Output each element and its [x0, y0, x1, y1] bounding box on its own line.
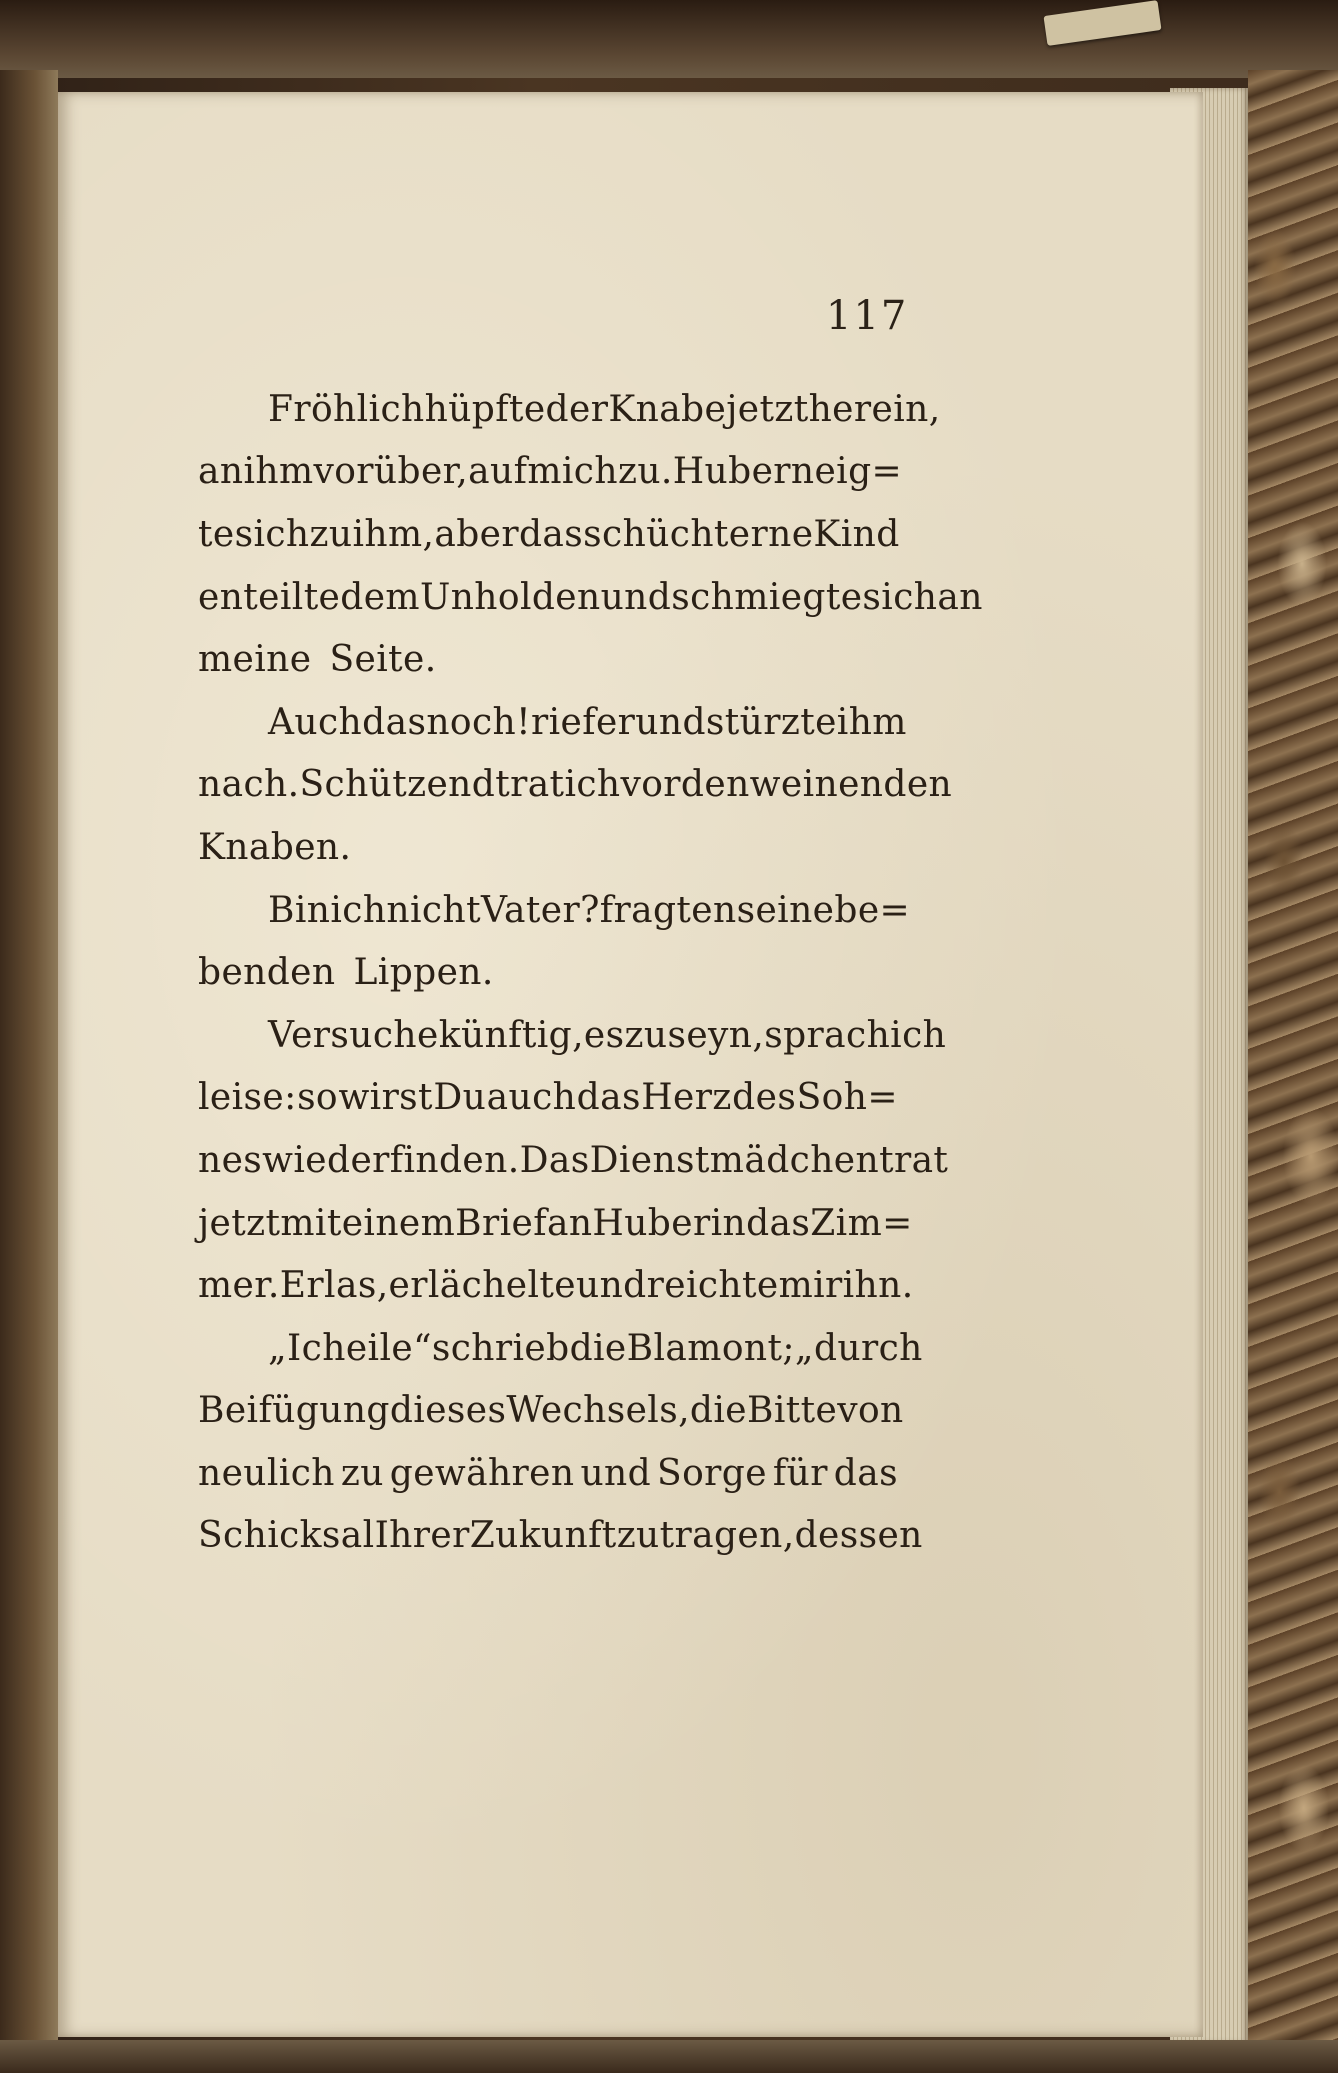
word: Dienstmädchen: [589, 1139, 880, 1181]
text-line: [198, 1192, 913, 1255]
word: wiederfinden.: [262, 1139, 520, 1181]
word: „Ich: [268, 1327, 346, 1369]
text-line: [198, 941, 898, 1004]
text-line: [198, 566, 983, 629]
word: an: [546, 1202, 593, 1244]
text-line: [198, 1254, 914, 1317]
word: seine: [736, 889, 835, 931]
word: Beifügung: [198, 1390, 390, 1432]
word: Knabe: [608, 388, 727, 430]
word: schrieb: [431, 1327, 570, 1369]
word: so: [297, 1077, 339, 1119]
word: weinenden: [749, 764, 953, 806]
word: ich: [890, 1014, 947, 1056]
word: ich: [564, 764, 621, 806]
word: Ihrer: [374, 1515, 470, 1557]
word: aber: [434, 513, 519, 555]
word: seyn,: [667, 1014, 765, 1056]
word: zu: [309, 513, 353, 555]
word: herein,: [808, 388, 941, 430]
text-line: [198, 1129, 949, 1192]
word: mit: [280, 1202, 342, 1244]
word: trat: [495, 764, 565, 806]
word: nicht: [386, 889, 481, 931]
page-number: 117: [826, 293, 909, 339]
word: Herz: [641, 1077, 732, 1119]
word: er: [388, 1265, 428, 1307]
word: Blamont;: [626, 1327, 795, 1369]
word: schmiegte: [671, 576, 863, 618]
word: te: [198, 513, 235, 555]
marbled-cover-edge: [1248, 70, 1338, 2045]
text-line: [198, 628, 898, 691]
word: dessen: [794, 1515, 923, 1557]
word: sich: [862, 576, 938, 618]
word: Zim=: [810, 1202, 913, 1244]
text-line: [198, 503, 898, 566]
word: schüchterne: [583, 513, 814, 555]
word: in: [710, 1202, 747, 1244]
word: an: [937, 576, 983, 618]
word: zu: [340, 1452, 384, 1494]
word: Lippen.: [353, 952, 494, 994]
word: es: [583, 1014, 625, 1056]
word: tragen,: [659, 1515, 795, 1557]
word: dieses: [389, 1390, 507, 1432]
text-line: [198, 879, 911, 942]
word: ihn.: [842, 1265, 914, 1307]
word: von: [837, 1390, 904, 1432]
word: Wechsels,: [506, 1390, 690, 1432]
word: künftig,: [438, 1014, 584, 1056]
word: be=: [834, 889, 911, 931]
word: las,: [324, 1265, 389, 1307]
word: Seite.: [329, 639, 437, 681]
word: Du: [433, 1077, 487, 1119]
word: einem: [341, 1202, 456, 1244]
word: noch!: [426, 701, 532, 743]
word: „durch: [794, 1327, 923, 1369]
word: ihm,: [352, 513, 435, 555]
word: mich: [527, 451, 618, 493]
word: und: [580, 1452, 652, 1494]
word: neulich: [198, 1452, 335, 1494]
word: enteilte: [198, 576, 341, 618]
word: der: [545, 388, 609, 430]
word: das: [362, 701, 427, 743]
word: Das: [519, 1139, 590, 1181]
word: zu.: [617, 451, 673, 493]
word: jetzt: [198, 1202, 281, 1244]
text-line: [198, 754, 953, 817]
text-line: [198, 441, 903, 504]
word: nach.: [198, 764, 300, 806]
word: Unholden: [419, 576, 601, 618]
word: reichte: [646, 1265, 779, 1307]
word: sprach: [764, 1014, 891, 1056]
word: vorüber,: [313, 451, 469, 493]
word: dem: [340, 576, 420, 618]
word: Schützend: [299, 764, 496, 806]
word: mir: [778, 1265, 843, 1307]
word: und: [600, 576, 672, 618]
word: eile“: [345, 1327, 432, 1369]
text-line: [198, 378, 941, 441]
text-line: [198, 816, 898, 879]
text-line: [198, 1505, 923, 1568]
word: mer.: [198, 1265, 280, 1307]
text-line: [198, 1317, 923, 1380]
word: Soh=: [796, 1077, 898, 1119]
word: meine: [198, 639, 312, 681]
word: wirst: [338, 1077, 433, 1119]
word: und: [635, 701, 706, 743]
word: lächelte: [427, 1265, 576, 1307]
word: Versuche: [268, 1014, 439, 1056]
word: fragten: [599, 889, 737, 931]
word: er: [595, 701, 636, 743]
body-text: [198, 378, 983, 1567]
word: neig=: [790, 451, 903, 493]
left-cover-edge: [0, 70, 58, 2040]
word: an: [198, 451, 244, 493]
word: sich: [234, 513, 310, 555]
word: Schicksal: [198, 1515, 375, 1557]
word: vor: [620, 764, 681, 806]
text-line: [198, 1004, 947, 1067]
word: Huber: [672, 451, 791, 493]
word: zu: [624, 1014, 668, 1056]
word: Huber: [592, 1202, 711, 1244]
word: Bin: [268, 889, 331, 931]
word: Er: [279, 1265, 325, 1307]
word: nes: [198, 1139, 263, 1181]
word: Knaben.: [198, 826, 352, 868]
word: ihm: [836, 701, 907, 743]
word: ihm: [243, 451, 314, 493]
book-bottom-edge: [0, 2040, 1338, 2073]
word: hüpfte: [424, 388, 546, 430]
word: leise:: [198, 1077, 297, 1119]
word: den: [680, 764, 750, 806]
word: die: [569, 1327, 627, 1369]
text-line: [198, 1067, 898, 1130]
word: ich: [330, 889, 387, 931]
word: das: [576, 1077, 641, 1119]
word: rief: [531, 701, 596, 743]
word: und: [576, 1265, 647, 1307]
word: Bitte: [747, 1390, 838, 1432]
word: zu: [616, 1515, 660, 1557]
word: stürzte: [705, 701, 837, 743]
word: Kind: [813, 513, 900, 555]
text-line: [198, 1442, 898, 1505]
text-line: [198, 691, 907, 754]
word: Vater?: [480, 889, 600, 931]
word: gewähren: [389, 1452, 575, 1494]
word: Brief: [455, 1202, 547, 1244]
word: des: [732, 1077, 797, 1119]
word: das: [518, 513, 584, 555]
word: das: [746, 1202, 811, 1244]
word: jetzt: [726, 388, 809, 430]
word: Sorge: [657, 1452, 767, 1494]
word: benden: [198, 952, 336, 994]
word: trat: [879, 1139, 949, 1181]
word: für: [772, 1452, 828, 1494]
word: auf: [468, 451, 528, 493]
text-line: [198, 1380, 904, 1443]
word: das: [833, 1452, 898, 1494]
word: die: [689, 1390, 747, 1432]
word: Zukunft: [469, 1515, 617, 1557]
word: Auch: [268, 701, 363, 743]
word: Fröhlich: [268, 388, 425, 430]
word: auch: [486, 1077, 577, 1119]
